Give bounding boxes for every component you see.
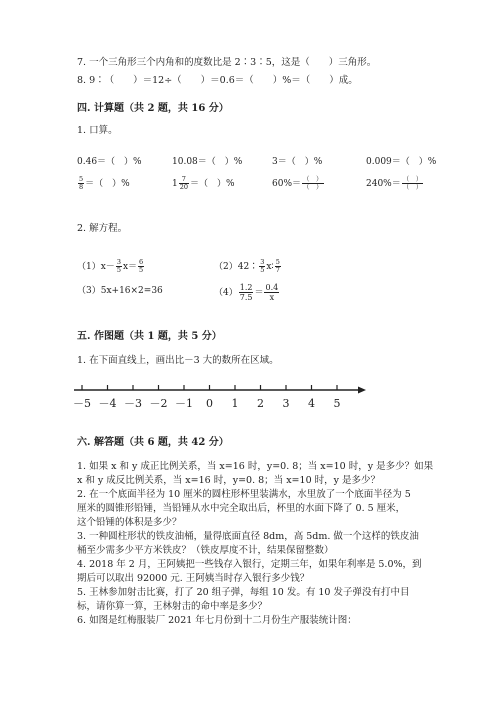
problem-line: 标，请你算一算，王林射击的命中率是多少？	[77, 601, 268, 612]
fraction: $\frac{7}{20}$	[179, 175, 189, 191]
arrow-icon	[358, 387, 366, 394]
equation-1: （1）x－ $\frac{3}{5}$ x＝ $\frac{6}{5}$	[77, 258, 144, 274]
tick-label: 2	[257, 397, 264, 410]
equation-4: （4） $\frac{1.2}{7.5}$ ＝ $\frac{0.4}{x}$	[214, 283, 279, 302]
tick-label: －5	[73, 397, 91, 410]
tick-label: －3	[124, 397, 142, 410]
fraction: $\frac{6}{5}$	[139, 258, 144, 274]
tick-marks	[73, 385, 341, 410]
tick-label: －1	[175, 397, 193, 410]
equation-heading: 2. 解方程。	[77, 223, 128, 234]
problem-line: 这个铅锤的体积是多少？	[77, 517, 182, 528]
problem-line: 厘米的圆锥形铅锤，当铅锤从水中完全取出后，杯里的水面下降了 0. 5 厘米，	[77, 503, 406, 514]
fraction: $\frac{( )}{( )}$	[402, 175, 423, 191]
number-line[interactable]	[70, 384, 370, 416]
fraction: $\frac{1.2}{7.5}$	[239, 283, 253, 302]
oral-item-3: 3＝（ ）%	[272, 157, 323, 167]
problem-line: 3. 一种圆柱形状的铁皮油桶，量得底面直径 8dm，高 5dm. 做一个这样的铁皮油	[77, 531, 419, 542]
fraction: $\frac{( )}{( )}$	[303, 175, 323, 191]
fraction: $\frac{3}{5}$	[116, 258, 121, 274]
section-6-title: 六. 解答题（共 6 题，共 42 分）	[77, 437, 229, 448]
oral-item-1: 0.46＝（ ）%	[77, 157, 142, 167]
fraction: $\frac{5}{7}$	[275, 258, 280, 274]
problem-line: 期后可以取出 92000 元. 王阿姨当时存入银行多少钱？	[77, 573, 310, 584]
equation-2: （2）42∶ $\frac{3}{5}$ x∶ $\frac{5}{7}$	[214, 258, 280, 274]
tick-label: 4	[308, 397, 315, 410]
problem-line: x 和 y 成反比例关系，当 x=16 时，y=0. 8；当 x=10 时，y 是多少？	[77, 475, 381, 486]
question-8: 8. 9∶（ ）＝12÷（ ）＝0.6＝（ ）%＝（ ）成。	[77, 75, 358, 86]
section-4-title: 四. 计算题（共 2 题，共 16 分）	[77, 103, 229, 114]
section-5-title: 五. 作图题（共 1 题，共 5 分）	[77, 331, 222, 342]
oral-calc-heading: 1. 口算。	[77, 125, 118, 136]
oral-item-4: 0.009＝（ ）%	[366, 157, 437, 167]
tick-label: 5	[333, 397, 341, 410]
tick-label: 0	[206, 397, 213, 410]
oral-item-5: $\frac{5}{8}$ ＝（ ）%	[79, 175, 130, 191]
oral-item-6: 1 $\frac{7}{20}$ ＝（ ）%	[172, 175, 235, 191]
problem-line: 4. 2018 年 2 月，王阿姨把一些钱存入银行，定期三年，如果年利率是 5.0%，到	[77, 559, 422, 570]
oral-item-8: 240%＝ $\frac{( )}{( )}$	[366, 175, 423, 191]
tick-label: 1	[231, 397, 239, 410]
tick-label: －2	[149, 397, 168, 410]
question-7: 7. 一个三角形三个内角和的度数比是 2∶3∶5，这是（ ）三角形。	[77, 57, 377, 68]
tick-label: 3	[282, 397, 290, 410]
problem-line: 6. 如图是红梅服装厂 2021 年七月份到十二月份生产服装统计图：	[77, 615, 357, 626]
problem-line: 桶至少需多少平方米铁皮？（铁皮厚度不计，结果保留整数）	[77, 545, 334, 556]
oral-item-7: 60%＝ $\frac{( )}{( )}$	[272, 175, 323, 191]
problem-line: 1. 如果 x 和 y 成正比例关系，当 x=16 时，y=0. 8；当 x=10 时，y 是多少？如果	[77, 461, 434, 472]
drawing-question: 1. 在下面直线上，画出比－3 大的数所在区域。	[77, 355, 279, 366]
fraction: $\frac{0.4}{x}$	[265, 283, 279, 302]
fraction: $\frac{5}{8}$	[79, 175, 84, 191]
fraction: $\frac{3}{5}$	[260, 258, 265, 274]
equation-3: （3）5x+16×2=36	[77, 286, 163, 296]
oral-item-2: 10.08＝（ ）%	[172, 157, 243, 167]
problem-line: 5. 王林参加射击比赛，打了 20 组子弹，每组 10 发。有 10 发子弹没有打中目	[77, 587, 410, 598]
problem-line: 2. 在一个底面半径为 10 厘米的圆柱形杯里装满水，水里放了一个底面半径为 5	[77, 489, 411, 500]
tick-label: －4	[98, 397, 117, 410]
